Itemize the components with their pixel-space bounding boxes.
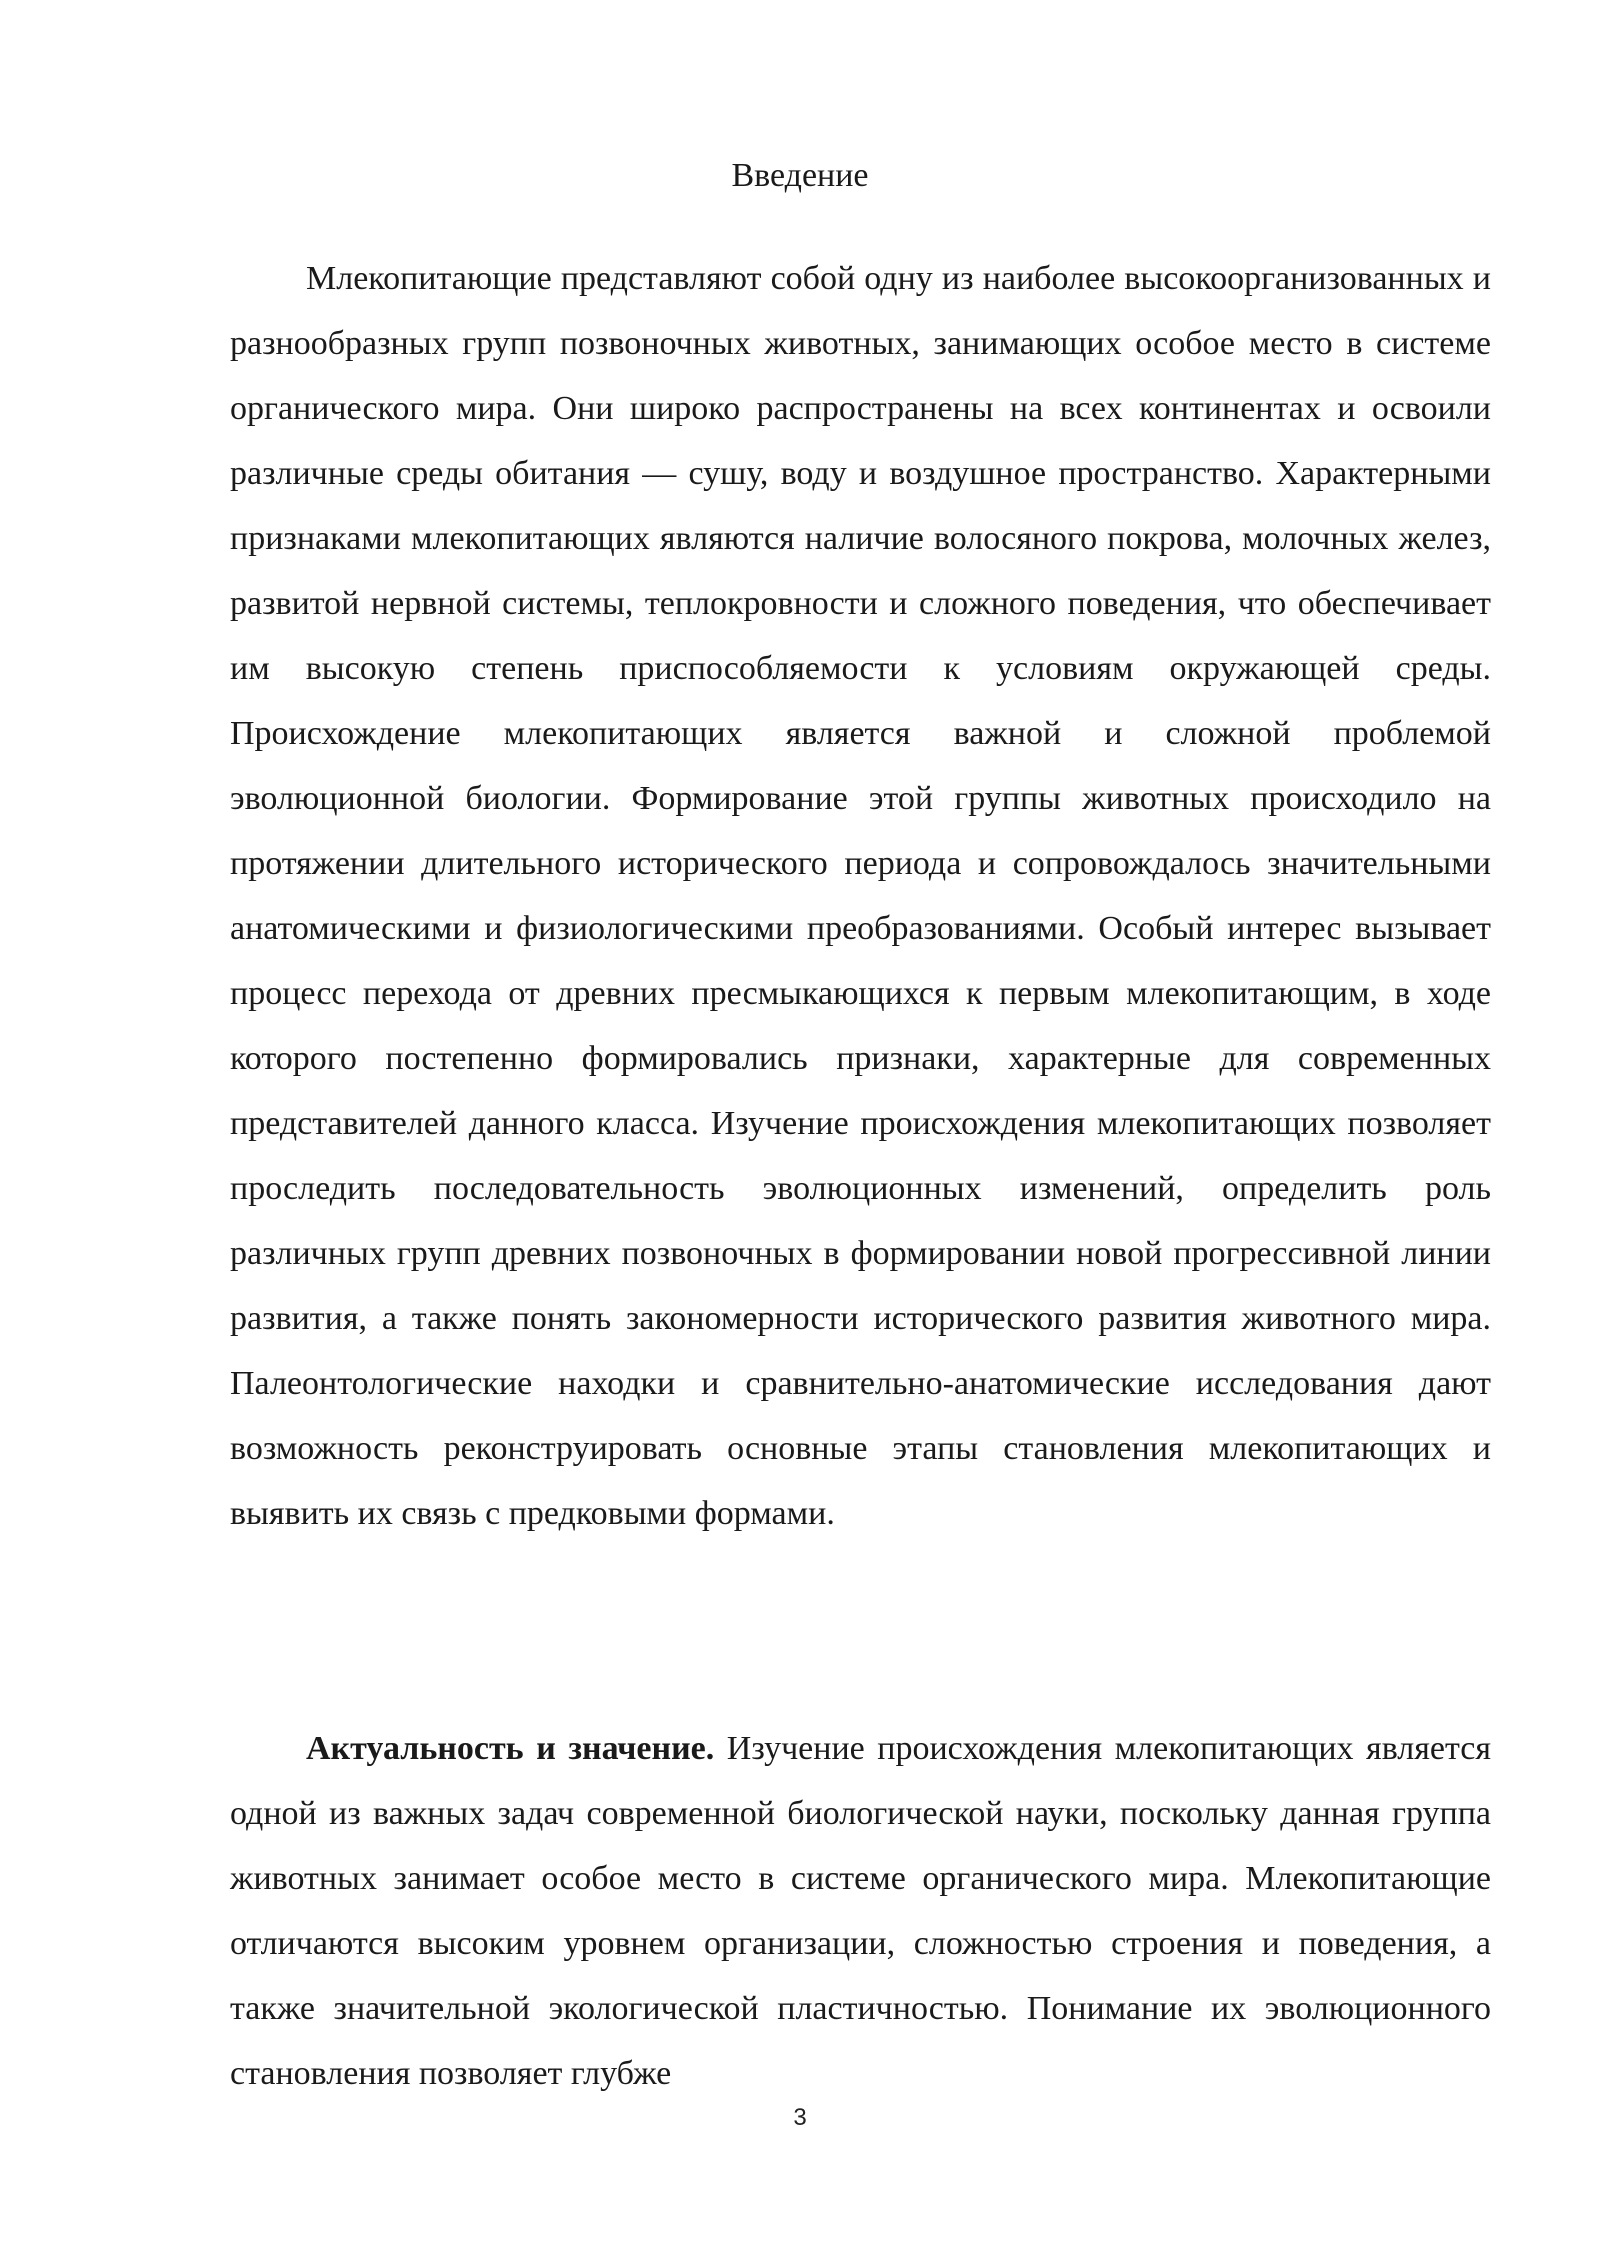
relevance-heading: Актуальность и значение. <box>306 1730 715 1767</box>
introduction-paragraph: Млекопитающие представляют собой одну из наиболее высокоорганизованных и разнообразных групп позвоночных животных, занимающих особое место в системе органического мира. Они широко распространены на всех континентах и освоили различные среды обитания — сушу, воду и воздушное пространство. Характерными признаками млекопитающих являются наличие волосяного покрова, молочных желез, развитой нервной системы, теплокровности и сложного поведения, что обеспечивает им высокую степень приспособляемости к условиям окружающей среды. Происхождение млекопитающих является важной и сложной проблемой эволюционной биологии. Формирование этой группы животных происходило на протяжении длительного исторического периода и сопровождалось значительными анатомическими и физиологическими преобразованиями. Особый интерес вызывает процесс перехода от древних пресмыкающихся к первым млекопитающим, в ходе которого постепенно формировались признаки, характерные для современных представителей данного класса. Изучение происхождения млекопитающих позволяет проследить последовательность эволюционных изменений, определить роль различных групп древних позвоночных в формировании новой прогрессивной линии развития, а также понять закономерности исторического развития животного мира. Палеонтологические находки и сравнительно-анатомические исследования дают возможность реконструировать основные этапы становления млекопитающих и выявить их связь с предковыми формами. <box>230 260 1491 1532</box>
section-title: Введение <box>731 157 869 194</box>
relevance-paragraph-text: Изучение происхождения млекопитающих является одной из важных задач современной биологической науки, поскольку данная группа животных занимает особое место в системе органического мира. Млекопитающие отличаются высоким уровнем организации, сложностью строения и поведения, а также значительной экологической пластичностью. Понимание их эволюционного становления позволяет глубже <box>230 1730 1491 2092</box>
page-number: 3 <box>793 2104 807 2131</box>
relevance-paragraph <box>230 1716 1491 2106</box>
